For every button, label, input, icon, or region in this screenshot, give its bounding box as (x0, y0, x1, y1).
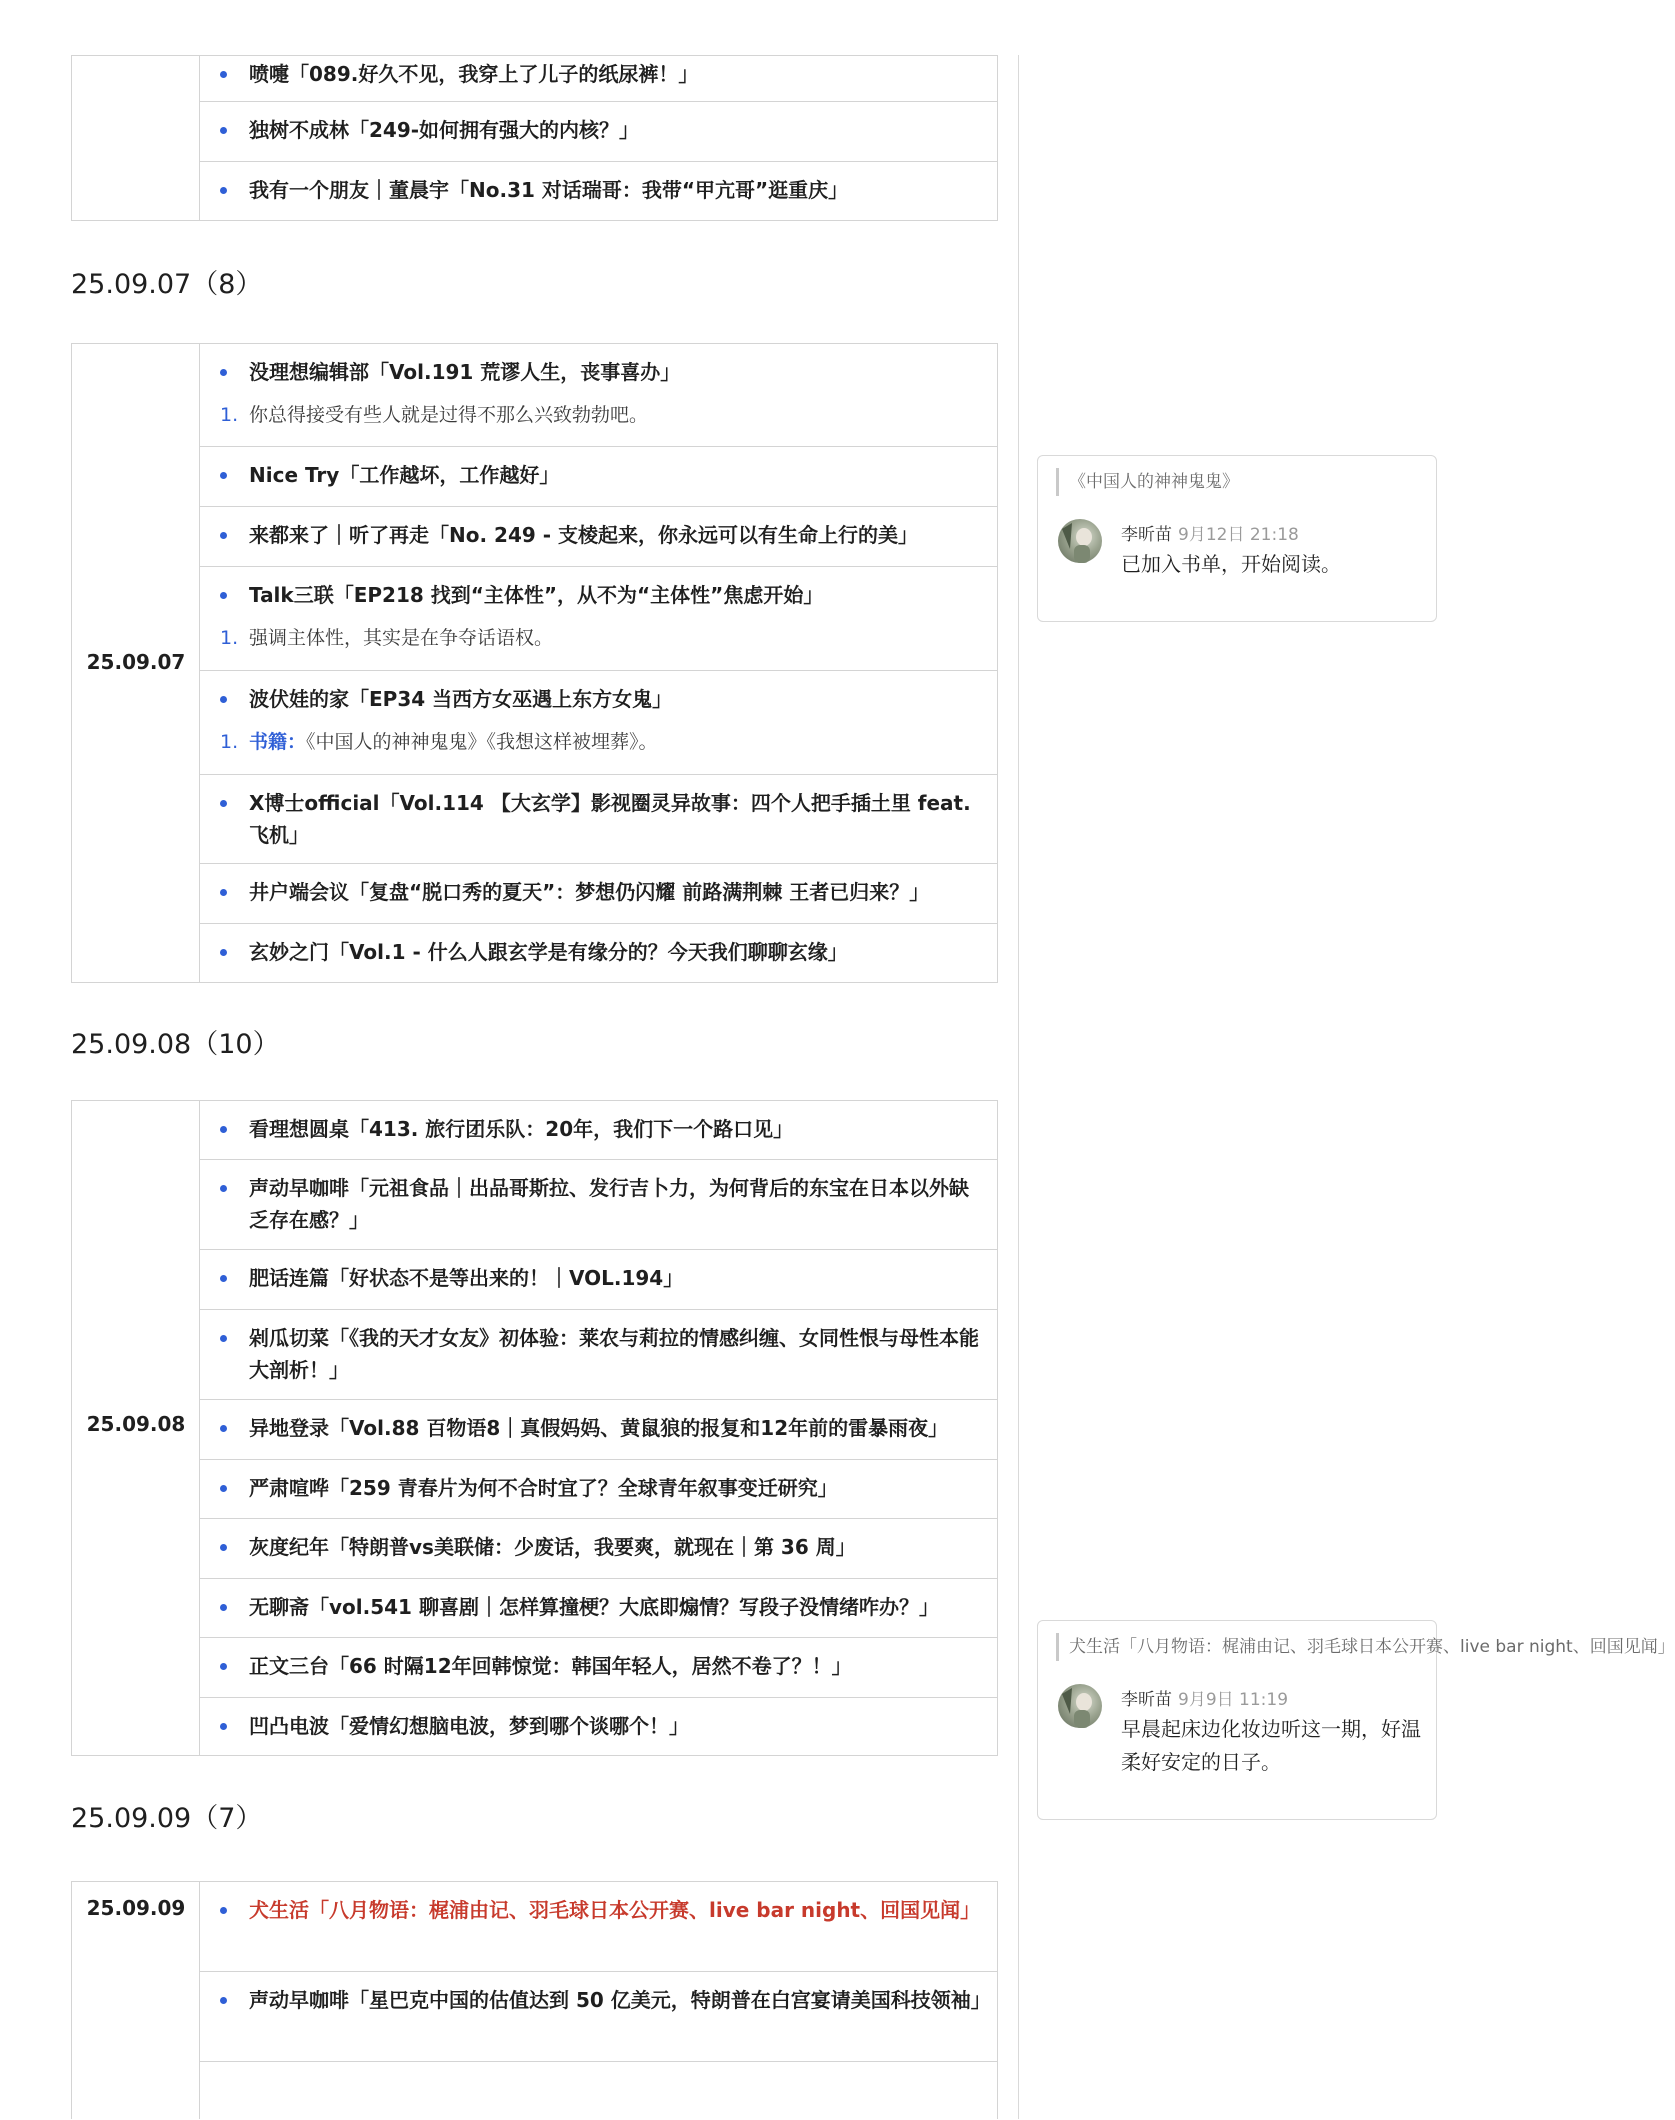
comment-text: 早晨起床边化妆边听这一期，好温柔好安定的日子。 (1121, 1717, 1421, 1774)
bullet-icon (220, 187, 227, 194)
date-heading: 25.09.08（10） (71, 1029, 280, 1060)
date-heading: 25.09.07（8） (71, 269, 263, 300)
table-row (200, 1250, 997, 1310)
bullet-icon (220, 1907, 227, 1914)
bullet-icon (220, 1604, 227, 1611)
comment-quote: 犬生活「八月物语：梶浦由记、羽毛球日本公开赛、live bar night、回国见闻」 (1056, 1633, 1429, 1661)
bullet-icon (220, 1485, 227, 1492)
podcast-entry: 无聊斋「vol.541 聊喜剧｜怎样算撞梗？大底即煽情？写段子没情绪咋办？」 (220, 1591, 985, 1623)
bullet-icon (220, 1544, 227, 1551)
comment-card[interactable] (1037, 455, 1437, 622)
comment-author: 李昕苗 9月12日 21:18 (1121, 525, 1299, 545)
table-row (200, 1519, 997, 1579)
podcast-entry: 我有一个朋友｜董晨宇「No.31 对话瑞哥：我带“甲亢哥”逛重庆」 (220, 174, 985, 206)
podcast-entry: 波伏娃的家「EP34 当西方女巫遇上东方女鬼」 (220, 683, 985, 715)
podcast-entry-highlighted: 犬生活「八月物语：梶浦由记、羽毛球日本公开赛、live bar night、回国见闻」 (220, 1894, 985, 1926)
book-label: 书籍： (249, 731, 307, 753)
table-row (200, 1310, 997, 1400)
podcast-entry: 严肃喧哗「259 青春片为何不合时宜了？全球青年叙事变迁研究」 (220, 1472, 985, 1504)
date-cell: 25.09.08 (72, 1101, 200, 1755)
podcast-entry: 井户端会议「复盘“脱口秀的夏天”：梦想仍闪耀 前路满荆棘 王者已归来？」 (220, 876, 985, 908)
podcast-entry: 灰度纪年「特朗普vs美联储：少废话，我要爽，就现在｜第 36 周」 (220, 1531, 985, 1563)
comment-text: 已加入书单，开始阅读。 (1121, 552, 1341, 576)
podcast-entry: 肥话连篇「好状态不是等出来的！｜VOL.194」 (220, 1262, 985, 1294)
avatar (1058, 1684, 1102, 1728)
avatar (1058, 519, 1102, 563)
podcast-entry: 来都来了｜听了再走「No. 249 - 支棱起来，你永远可以有生命上行的美」 (220, 519, 985, 551)
podcast-entry: 看理想圆桌「413. 旅行团乐队：20年，我们下一个路口见」 (220, 1113, 985, 1145)
table-top (71, 55, 998, 221)
comment-quote: 《中国人的神神鬼鬼》 (1056, 468, 1429, 496)
table-row (200, 1101, 997, 1160)
bullet-icon (220, 1185, 227, 1192)
bullet-icon (220, 696, 227, 703)
podcast-entry: 正文三台「66 时隔12年回韩惊觉：韩国年轻人，居然不卷了？！」 (220, 1650, 985, 1682)
table-row (200, 1882, 997, 1972)
table-row (200, 507, 997, 567)
comment-time: 9月9日 11:19 (1178, 1690, 1289, 1710)
table-row (200, 344, 997, 447)
comment-time: 9月12日 21:18 (1178, 525, 1299, 545)
bullet-icon (220, 71, 227, 78)
table-row (200, 1638, 997, 1698)
bullet-icon (220, 1126, 227, 1133)
podcast-entry: 声动早咖啡「星巴克中国的估值达到 50 亿美元，特朗普在白宫宴请美国科技领袖」 (220, 1984, 985, 2016)
bullet-icon (220, 1663, 227, 1670)
date-cell: 25.09.07 (72, 344, 200, 982)
table-row (200, 671, 997, 775)
table-row (200, 924, 997, 982)
podcast-entry: Nice Try「工作越坏，工作越好」 (220, 459, 985, 491)
bullet-icon (220, 472, 227, 479)
table-row (200, 567, 997, 671)
bullet-icon (220, 1425, 227, 1432)
date-heading: 25.09.09（7） (71, 1803, 263, 1834)
table-0908 (71, 1100, 998, 1756)
podcast-entry: 凹凸电波「爱情幻想脑电波，梦到哪个谈哪个！」 (220, 1710, 985, 1742)
table-row (200, 1972, 997, 2062)
bullet-icon (220, 949, 227, 956)
comment-author: 李昕苗 9月9日 11:19 (1121, 1690, 1289, 1710)
bullet-icon (220, 1275, 227, 1282)
bullet-icon (220, 889, 227, 896)
podcast-entry: 剁瓜切菜「《我的天才女友》初体验：莱农与莉拉的情感纠缠、女同性恨与母性本能大剖析！」 (220, 1322, 985, 1386)
bullet-icon (220, 369, 227, 376)
date-cell: 25.09.09 (72, 1882, 200, 2119)
comments-divider (1018, 55, 1019, 2119)
table-row (200, 56, 997, 102)
podcast-entry: 喷嚏「089.好久不见，我穿上了儿子的纸尿裤！」 (220, 58, 985, 90)
bullet-icon (220, 532, 227, 539)
podcast-entry: 没理想编辑部「Vol.191 荒谬人生，丧事喜办」 (220, 356, 985, 388)
podcast-entry: 声动早咖啡「元祖食品｜出品哥斯拉、发行吉卜力，为何背后的东宝在日本以外缺乏存在感？」 (220, 1172, 985, 1236)
table-row (200, 775, 997, 864)
table-0909 (71, 1881, 998, 2119)
table-row (200, 447, 997, 507)
table-row (200, 2062, 997, 2120)
table-row (200, 162, 997, 221)
note-line: 1. 书籍：《中国人的神神鬼鬼》《我想这样被埋葬》。 (220, 731, 658, 753)
comment-card[interactable] (1037, 1620, 1675, 1820)
bullet-icon (220, 800, 227, 807)
bullet-icon (220, 127, 227, 134)
table-0907 (71, 343, 998, 983)
note-line: 1. 你总得接受有些人就是过得不那么兴致勃勃吧。 (220, 404, 649, 426)
podcast-entry: 独树不成林「249-如何拥有强大的内核？」 (220, 114, 985, 146)
table-row (200, 1160, 997, 1250)
podcast-entry: 异地登录「Vol.88 百物语8｜真假妈妈、黄鼠狼的报复和12年前的雷暴雨夜」 (220, 1412, 985, 1444)
podcast-entry: X博士official「Vol.114 【大玄学】影视圈灵异故事：四个人把手插土里 feat.飞机」 (220, 787, 985, 851)
bullet-icon (220, 592, 227, 599)
table-row (200, 864, 997, 924)
table-row (200, 1698, 997, 1755)
note-line: 1. 强调主体性，其实是在争夺话语权。 (220, 627, 554, 649)
table-row (200, 102, 997, 162)
bullet-icon (220, 1335, 227, 1342)
bullet-icon (220, 1723, 227, 1730)
date-cell (72, 56, 200, 220)
bullet-icon (220, 1997, 227, 2004)
podcast-entry: 玄妙之门「Vol.1 - 什么人跟玄学是有缘分的？今天我们聊聊玄缘」 (220, 936, 985, 968)
table-row (200, 1579, 997, 1638)
table-row (200, 1400, 997, 1460)
podcast-entry: Talk三联「EP218 找到“主体性”，从不为“主体性”焦虑开始」 (220, 579, 985, 611)
table-row (200, 1460, 997, 1519)
